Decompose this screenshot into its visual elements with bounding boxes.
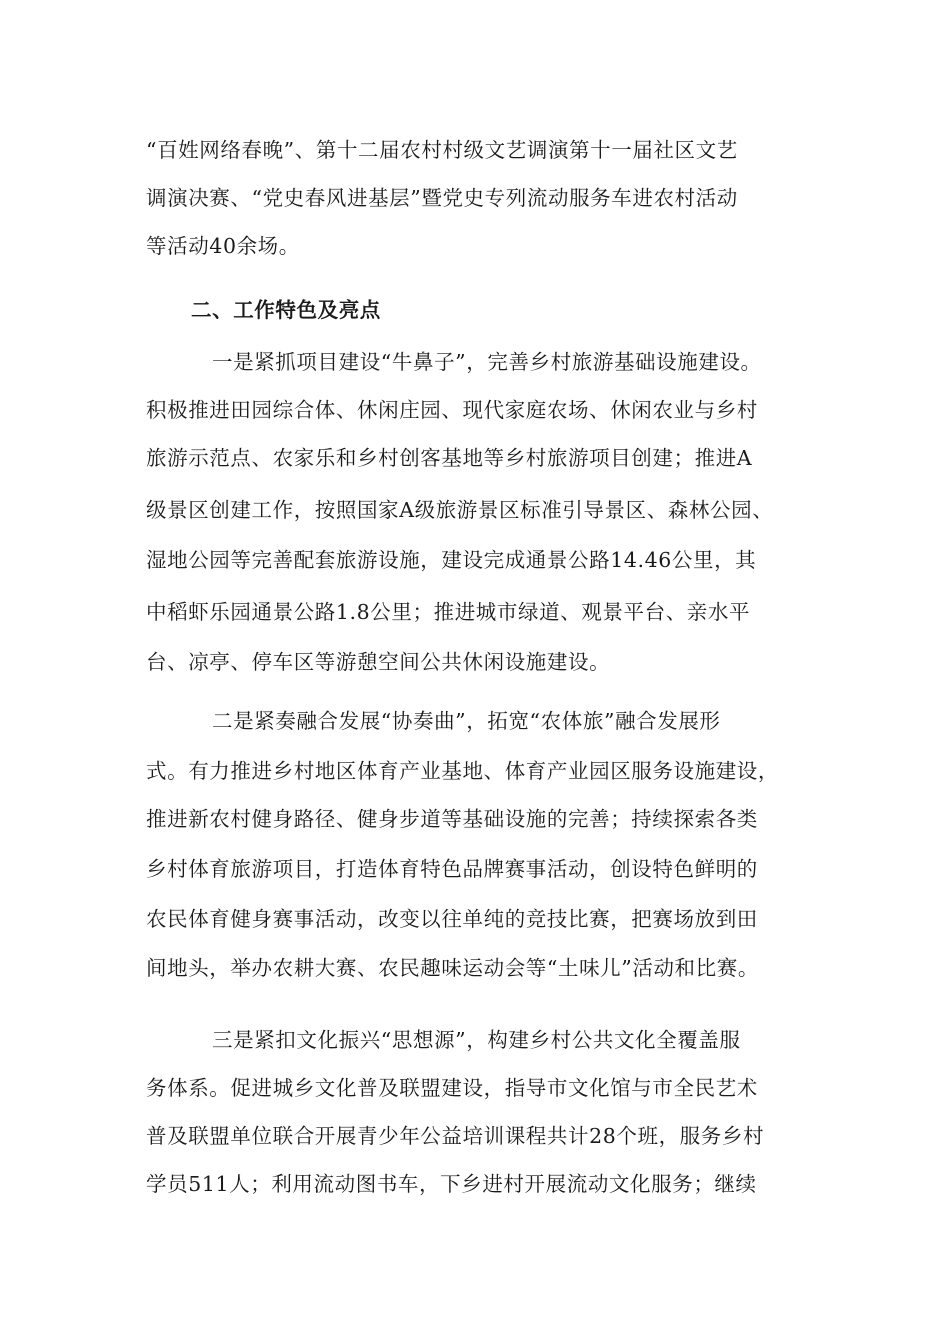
paragraph2-line-4: 乡村体育旅游项目，打造体育特色品牌赛事活动，创设特色鲜明的 [146,857,758,881]
paragraph3-line-1: 三是紧扣文化振兴“思想源”，构建乡村公共文化全覆盖服 [212,1028,741,1052]
section-heading: 二、工作特色及亮点 [191,298,381,322]
paragraph2-line-2: 式。有力推进乡村地区体育产业基地、体育产业园区服务设施建设， [146,759,779,783]
paragraph2-line-1: 二是紧奏融合发展“协奏曲”，拓宽“农体旅”融合发展形 [212,709,721,733]
paragraph3-line-2: 务体系。促进城乡文化普及联盟建设，指导市文化馆与市全民艺术 [146,1076,758,1100]
paragraph1-line-2: 积极推进田园综合体、休闲庄园、现代家庭农场、休闲农业与乡村 [146,398,758,422]
paragraph3-line-3: 普及联盟单位联合开展青少年公益培训课程共计28个班，服务乡村 [146,1124,765,1148]
paragraph2-line-5: 农民体育健身赛事活动，改变以往单纯的竞技比赛，把赛场放到田 [146,907,758,931]
intro-line-2: 调演决赛、“党史春风进基层”暨党史专列流动服务车进农村活动 [146,186,738,210]
paragraph2-line-3: 推进新农村健身路径、健身步道等基础设施的完善；持续探索各类 [146,807,758,831]
paragraph1-line-3: 旅游示范点、农家乐和乡村创客基地等乡村旅游项目创建；推进A [146,446,753,470]
paragraph2-line-6: 间地头，举办农耕大赛、农民趣味运动会等“土味儿”活动和比赛。 [146,956,759,980]
paragraph1-line-4: 级景区创建工作，按照国家A级旅游景区标准引导景区、森林公园、 [146,498,774,522]
paragraph1-line-5: 湿地公园等完善配套旅游设施，建设完成通景公路14.46公里，其 [146,548,757,572]
intro-line-3: 等活动40余场。 [146,234,300,258]
paragraph3-line-4: 学员511人；利用流动图书车，下乡进村开展流动文化服务；继续 [146,1172,757,1196]
intro-line-1: “百姓网络春晚”、第十二届农村村级文艺调演第十一届社区文艺 [146,138,738,162]
paragraph1-line-7: 台、凉亭、停车区等游憩空间公共休闲设施建设。 [146,650,611,674]
paragraph1-line-6: 中稻虾乐园通景公路1.8公里；推进城市绿道、观景平台、亲水平 [146,600,751,624]
paragraph1-line-1: 一是紧抓项目建设“牛鼻子”，完善乡村旅游基础设施建设。 [212,350,762,374]
